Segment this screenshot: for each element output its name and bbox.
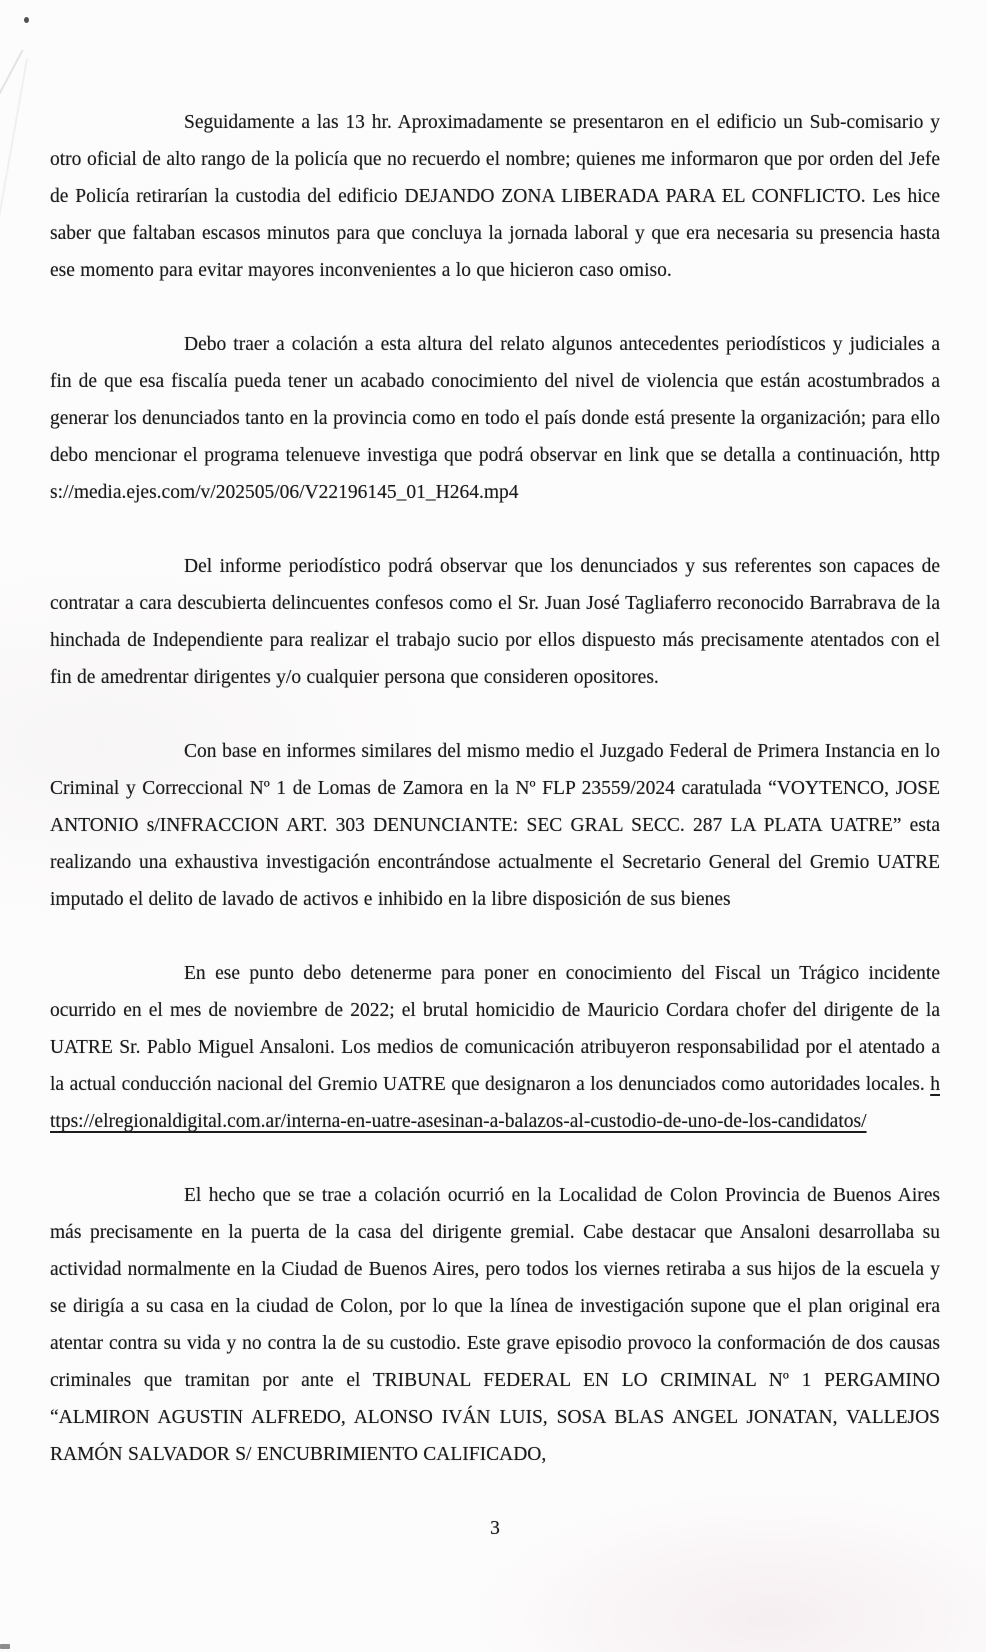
document-body	[50, 104, 940, 1547]
paragraph-5-text: En ese punto debo detenerme para poner en conocimiento del Fiscal un Trágico incidente ocurrido en el mes de noviembre de 2022; el brutal homicidio de Mauricio Cordara chofer del dirigente de la UATRE Sr. Pablo Miguel Ansaloni. Los medios de comunicación atribuyeron responsabilidad por el atentado a la actual conducción nacional del Gremio UATRE que designaron a los denunciados como autoridades locales.	[50, 963, 940, 1095]
scan-crease-artifact	[0, 50, 24, 120]
page-number: 3	[490, 1518, 500, 1539]
paragraph-5	[50, 955, 940, 1140]
paragraph-4-text: Con base en informes similares del mismo medio el Juzgado Federal de Primera Instancia en lo Criminal y Correccional Nº 1 de Lomas de Zamora en la Nº FLP 23559/2024 caratulada “VOYTENCO, JOSE ANTONIO s/INFRACCION ART. 303 DENUNCIANTE: SEC GRAL SECC. 287 LA PLATA UATRE” esta realizando una exhaustiva investigación encontrándose actualmente el Secretario General del Gremio UATRE imputado el delito de lavado de activos e inhibido en la libre disposición de sus bienes	[50, 741, 940, 910]
paragraph-1-text: Seguidamente a las 13 hr. Aproximadamente se presentaron en el edificio un Sub-comisario y otro oficial de alto rango de la policía que no recuerdo el nombre; quienes me informaron que por orden del Jefe de Policía retirarían la custodia del edificio DEJANDO ZONA LIBERADA PARA EL CONFLICTO. Les hice saber que faltaban escasos minutos para que concluya la jornada laboral y que era necesaria su presencia hasta ese momento para evitar mayores inconvenientes a lo que hicieron caso omiso.	[50, 112, 940, 281]
paragraph-2-text: Debo traer a colación a esta altura del relato algunos antecedentes periodísticos y judiciales a fin de que esa fiscalía pueda tener un acabado conocimiento del nivel de violencia que están acostumbrados a generar los denunciados tanto en la provincia como en todo el país donde está presente la organización; para ello debo mencionar el programa telenueve investiga que podrá observar en link que se detalla a continuación,	[50, 334, 940, 466]
article-url: https://elregionaldigital.com.ar/interna-en-uatre-asesinan-a-balazos-al-custodio-de-uno-de-los-candidatos/	[50, 1074, 940, 1132]
video-url: https://media.ejes.com/v/202505/06/V22196145_01_H264.mp4	[50, 445, 940, 503]
paragraph-3-text: Del informe periodístico podrá observar que los denunciados y sus referentes son capaces de contratar a cara descubierta delincuentes confesos como el Sr. Juan José Tagliaferro reconocido Barrabrava de la hinchada de Independiente para realizar el trabajo sucio por ellos dispuesto más precisamente atentados con el fin de amedrentar dirigentes y/o cualquier persona que consideren opositores.	[50, 556, 940, 688]
paragraph-3	[50, 548, 940, 696]
paragraph-6-text: El hecho que se trae a colación ocurrió en la Localidad de Colon Provincia de Buenos Aires más precisamente en la puerta de la casa del dirigente gremial. Cabe destacar que Ansaloni desarrollaba su actividad normalmente en la Ciudad de Buenos Aires, pero todos los viernes retiraba a sus hijos de la escuela y se dirigía a su casa en la ciudad de Colon, por lo que la línea de investigación supone que el plan original era atentar contra su vida y no contra la de su custodio. Este grave episodio provoco la conformación de dos causas criminales que tramitan por ante el TRIBUNAL FEDERAL EN LO CRIMINAL Nº 1 PERGAMINO “ALMIRON AGUSTIN ALFREDO, ALONSO IVÁN LUIS, SOSA BLAS ANGEL JONATAN, VALLEJOS RAMÓN SALVADOR S/ ENCUBRIMIENTO CALIFICADO,	[50, 1185, 940, 1465]
paragraph-2	[50, 326, 940, 511]
paragraph-1	[50, 104, 940, 289]
scan-edge-artifact	[0, 1644, 10, 1649]
paragraph-4	[50, 733, 940, 918]
scan-dot-artifact	[24, 17, 29, 23]
paragraph-6	[50, 1177, 940, 1473]
